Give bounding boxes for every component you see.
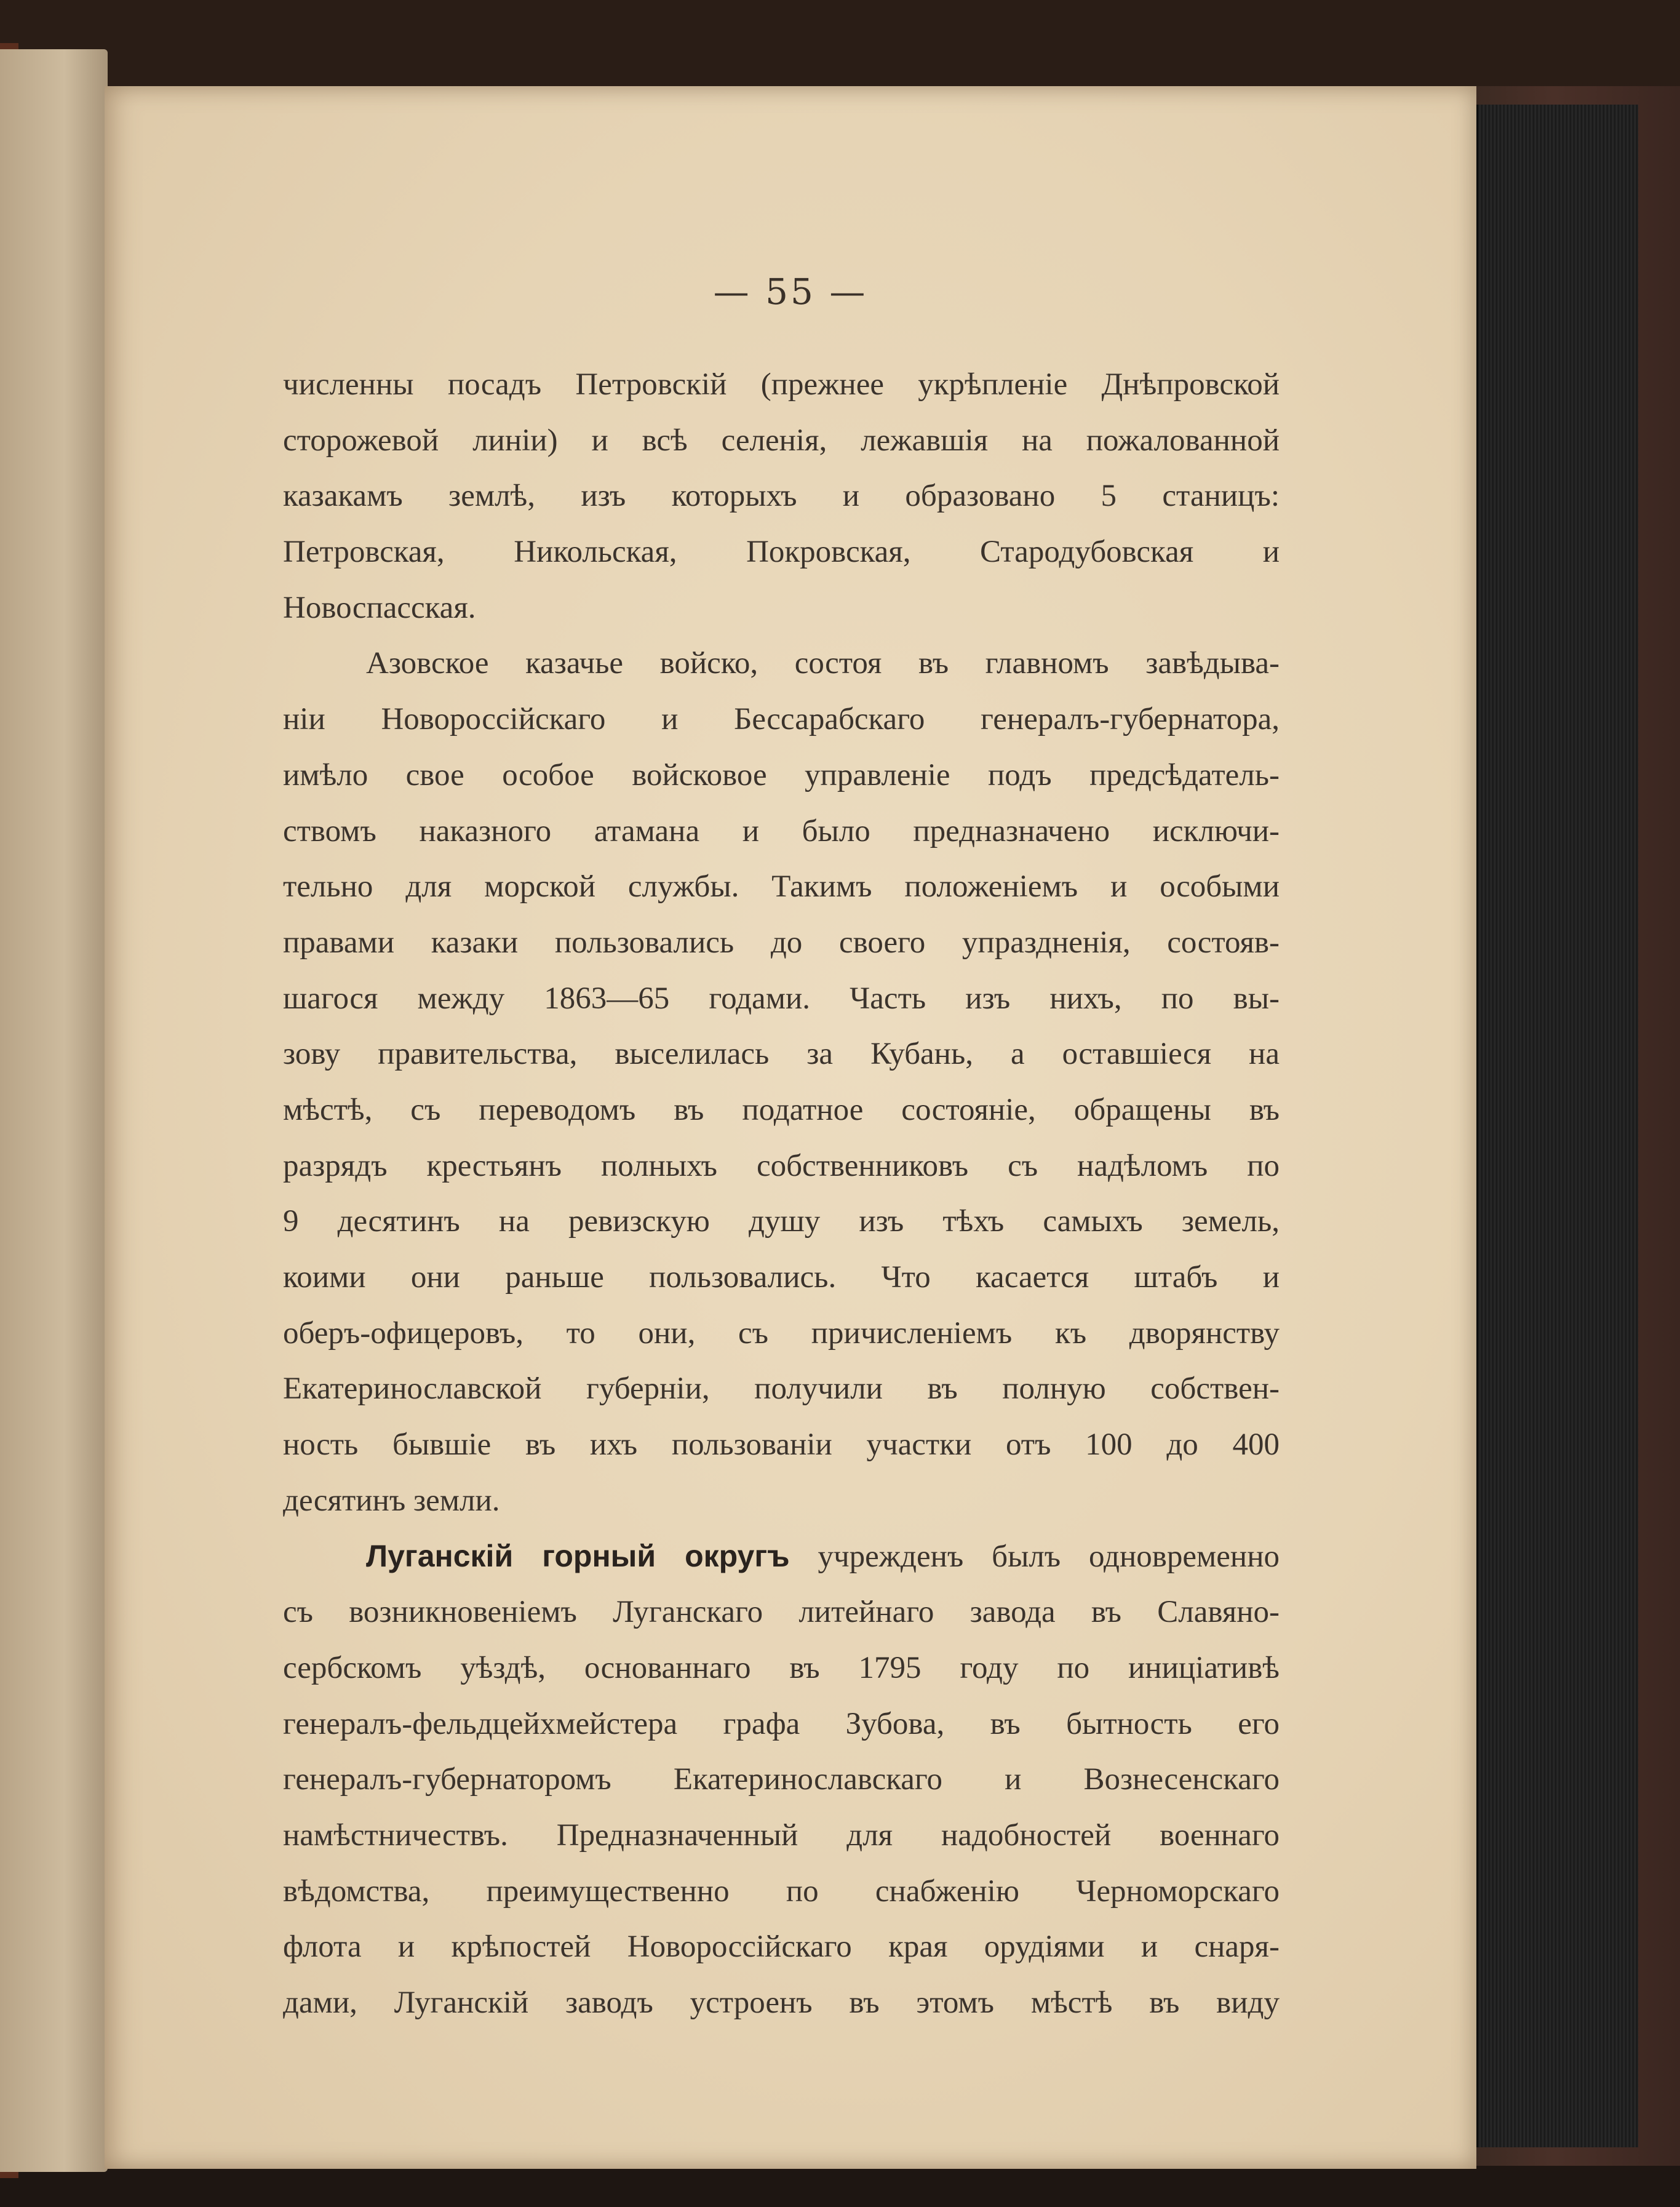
text-line: сербскомъ уѣздѣ, основаннаго въ 1795 году по иниціативѣ xyxy=(283,1650,1280,1685)
text-line: шагося между 1863—65 годами. Часть изъ нихъ, по вы- xyxy=(283,981,1280,1016)
text-line: тельно для морской службы. Такимъ положеніемъ и особыми xyxy=(283,869,1280,904)
text-line: зову правительства, выселилась за Кубань, а оставшіеся на xyxy=(283,1037,1280,1072)
text-line: генералъ-губернаторомъ Екатеринославскаго и Вознесенскаго xyxy=(283,1762,1280,1797)
text-line: Петровская, Никольская, Покровская, Стародубовская и xyxy=(283,535,1280,570)
text-line: вѣдомства, преимущественно по снабженію Черноморскаго xyxy=(283,1874,1280,1909)
text-line: коими они раньше пользовались. Что касается штабъ и xyxy=(283,1260,1280,1295)
text-line: Новоспасская. xyxy=(283,590,476,625)
book-page xyxy=(105,86,1476,2169)
section-term: Луганскій горный округъ xyxy=(366,1539,790,1574)
paragraph-start-line xyxy=(283,1528,1280,1584)
text-line: намѣстничествъ. Предназначенный для надобностей военнаго xyxy=(283,1818,1280,1853)
text-line: 9 десятинъ на ревизскую душу изъ тѣхъ самыхъ земель, xyxy=(283,1204,1280,1239)
text-line: сторожевой линіи) и всѣ селенія, лежавшія на пожалованной xyxy=(283,423,1280,458)
text-line: генералъ-фельдцейхмейстера графа Зубова, въ бытность его xyxy=(283,1706,1280,1741)
text-line: ствомъ наказного атамана и было предназначено исключи- xyxy=(283,813,1280,848)
text-line: мѣстѣ, съ переводомъ въ податное состояніе, обращены въ xyxy=(283,1092,1280,1127)
text-line: Екатеринославской губерніи, получили въ полную собствен- xyxy=(283,1371,1280,1407)
text-line: десятинъ земли. xyxy=(283,1483,500,1518)
text-line: правами казаки пользовались до своего упраздненія, состояв- xyxy=(283,925,1280,960)
text-line: ніи Новороссійскаго и Бессарабскаго генералъ-губернатора, xyxy=(283,702,1280,737)
text-line: оберъ-офицеровъ, то они, съ причисленіемъ къ дворянству xyxy=(283,1315,1280,1351)
page-number: — 55 — xyxy=(713,271,868,313)
text-line: ность бывшіе въ ихъ пользованіи участки отъ 100 до 400 xyxy=(283,1427,1280,1463)
text-line: имѣло свое особое войсковое управленіе подъ предсѣдатель- xyxy=(283,757,1280,792)
text-line: съ возникновеніемъ Луганскаго литейнаго завода въ Славяно- xyxy=(283,1595,1280,1630)
text-line: дами, Луганскій заводъ устроенъ въ этомъ мѣстѣ въ виду xyxy=(283,1985,1280,2020)
text-line: казакамъ землѣ, изъ которыхъ и образовано 5 станицъ: xyxy=(283,479,1280,514)
text-line: флота и крѣпостей Новороссійскаго края орудіями и снаря- xyxy=(283,1930,1280,1965)
left-page-edge xyxy=(0,49,108,2172)
paragraph-start-line: Азовское казачье войско, состоя въ главномъ завѣдыва- xyxy=(366,646,1280,681)
text-line: численны посадъ Петровскій (прежнее укрѣпленіе Днѣпровской xyxy=(283,367,1280,402)
text-line: разрядъ крестьянъ полныхъ собственниковъ съ надѣломъ по xyxy=(283,1148,1280,1183)
text-fragment: учрежденъ былъ одновременно xyxy=(789,1539,1280,1574)
body-text xyxy=(283,357,1280,2031)
page-block-edges xyxy=(1473,105,1638,2147)
